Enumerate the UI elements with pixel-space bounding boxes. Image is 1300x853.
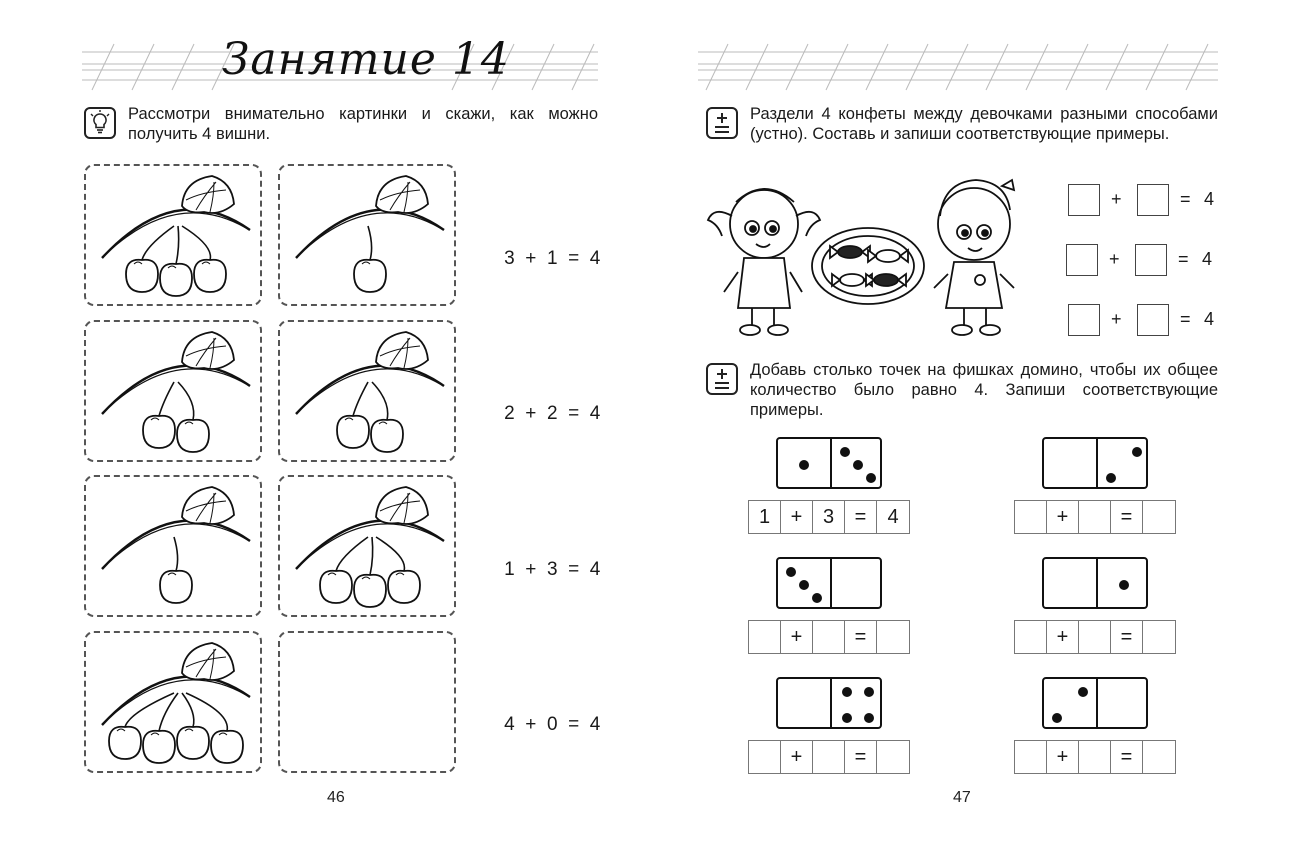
domino-pip	[864, 713, 874, 723]
sum-value: 4	[1204, 309, 1215, 329]
domino-divider	[1096, 439, 1098, 487]
domino-tile	[776, 557, 882, 609]
answer-cell[interactable]	[749, 621, 781, 653]
answer-cell[interactable]	[877, 741, 909, 773]
cherry-card	[278, 320, 456, 462]
eq-op: +	[525, 559, 537, 580]
domino-pip	[812, 593, 822, 603]
plus-sign: +	[1111, 309, 1122, 329]
girls-candy-illustration	[702, 176, 1042, 342]
cherry-branch-icon	[86, 477, 260, 615]
plus-sign: +	[1109, 249, 1120, 269]
answer-cell[interactable]	[813, 741, 845, 773]
equation-row-3	[483, 537, 600, 603]
answer-cell[interactable]	[1079, 621, 1111, 653]
task-text: Раздели 4 конфеты между девочками разными способами (устно). Составь и запиши соответствующие примеры.	[750, 105, 1218, 143]
domino-pip	[799, 460, 809, 470]
sum-value: 4	[1202, 249, 1213, 269]
plus-minus-icon	[706, 107, 738, 139]
task-cherries	[84, 104, 598, 144]
eq-result: 4	[589, 248, 601, 269]
right-page	[650, 0, 1300, 853]
girl-left-figure	[708, 189, 820, 335]
domino-pip	[1078, 687, 1088, 697]
domino-tile	[776, 437, 882, 489]
equation-strip	[748, 740, 910, 774]
equation-strip	[748, 620, 910, 654]
answer-cell[interactable]: 3	[813, 501, 845, 533]
cherry-branch-icon	[280, 322, 454, 460]
answer-cell[interactable]: 4	[887, 505, 899, 528]
domino-divider	[830, 559, 832, 607]
eq-b: 3	[546, 559, 558, 580]
eq-equals: =	[568, 714, 580, 735]
cherry-card	[84, 164, 262, 306]
plus-sign: +	[1111, 189, 1122, 209]
sum-value: 4	[1204, 189, 1215, 209]
lesson-title: Занятие 14	[222, 34, 510, 85]
eq-result: 4	[589, 403, 601, 424]
equation-row-1	[483, 226, 600, 292]
cherry-branch-icon	[86, 166, 260, 304]
domino-pip	[1132, 447, 1142, 457]
answer-box[interactable]	[1066, 244, 1098, 276]
domino-pip	[842, 713, 852, 723]
domino-pip	[1106, 473, 1116, 483]
answer-cell[interactable]	[877, 621, 909, 653]
plus-sign-cell: +	[1047, 741, 1079, 773]
cherry-branch-icon	[86, 322, 260, 460]
domino-divider	[830, 679, 832, 727]
domino-pip	[840, 447, 850, 457]
answer-cell[interactable]	[1143, 741, 1175, 773]
eq-a: 1	[504, 559, 515, 580]
answer-cell[interactable]	[1015, 621, 1047, 653]
domino-divider	[1096, 679, 1098, 727]
equals-sign-cell: =	[845, 501, 877, 533]
eq-a: 3	[504, 248, 515, 269]
candy-plate-figure	[812, 228, 924, 304]
domino-pip	[799, 580, 809, 590]
domino-pip	[1052, 713, 1062, 723]
eq-a: 4	[504, 714, 515, 735]
answer-cell[interactable]	[1143, 621, 1175, 653]
answer-box[interactable]	[1135, 244, 1167, 276]
cherry-branch-icon	[280, 166, 454, 304]
eq-equals: =	[568, 403, 580, 424]
task-dominoes	[706, 360, 1218, 420]
domino-pip	[1119, 580, 1129, 590]
domino-tile	[1042, 437, 1148, 489]
cherry-card	[84, 631, 262, 773]
equals-sign-cell: =	[845, 621, 877, 653]
task-text: Добавь столько точек на фишках домино, чтобы их общее количество было равно 4. Запиши соответствующие примеры.	[750, 361, 1218, 419]
equals-sign: =	[1180, 189, 1191, 209]
equals-sign: =	[1178, 249, 1189, 269]
equation-strip	[1014, 500, 1176, 534]
domino-pip	[853, 460, 863, 470]
plus-minus-icon	[706, 363, 738, 395]
equation-strip	[748, 500, 910, 534]
equation-strip	[1014, 740, 1176, 774]
plus-sign-cell: +	[1047, 501, 1079, 533]
eq-op: +	[525, 403, 537, 424]
equals-sign-cell: =	[1111, 741, 1143, 773]
domino-tile	[1042, 677, 1148, 729]
task-candies	[706, 104, 1218, 144]
domino-pip	[866, 473, 876, 483]
answer-box[interactable]	[1137, 304, 1169, 336]
answer-cell[interactable]	[1079, 501, 1111, 533]
page-number-right: 47	[953, 789, 971, 806]
equation-row-4	[483, 692, 600, 758]
domino-pip	[842, 687, 852, 697]
answer-box[interactable]	[1068, 184, 1100, 216]
handwriting-guide-lines	[698, 40, 1218, 96]
cherry-card	[84, 320, 262, 462]
page-number-left: 46	[327, 789, 345, 806]
equals-sign-cell: =	[1111, 501, 1143, 533]
domino-divider	[1096, 559, 1098, 607]
cherry-branch-icon	[86, 633, 260, 771]
empty-cherry-card	[278, 631, 456, 773]
cherry-card	[84, 475, 262, 617]
plus-sign-cell: +	[781, 741, 813, 773]
answer-cell[interactable]	[1079, 741, 1111, 773]
answer-cell[interactable]: 1	[749, 501, 781, 533]
domino-tile	[776, 677, 882, 729]
answer-box[interactable]	[1137, 184, 1169, 216]
domino-pip	[864, 687, 874, 697]
cherry-branch-icon	[280, 477, 454, 615]
eq-b: 2	[546, 403, 558, 424]
equation-row-2	[483, 381, 600, 447]
answer-cell[interactable]	[1015, 741, 1047, 773]
eq-equals: =	[568, 248, 580, 269]
eq-equals: =	[568, 559, 580, 580]
girl-right-figure	[934, 180, 1014, 335]
answer-cell[interactable]	[749, 741, 781, 773]
answer-cell[interactable]	[813, 621, 845, 653]
domino-pip	[786, 567, 796, 577]
plus-sign-cell: +	[1047, 621, 1079, 653]
plus-sign-cell: +	[781, 501, 813, 533]
domino-divider	[830, 439, 832, 487]
equals-sign: =	[1180, 309, 1191, 329]
lightbulb-icon	[84, 107, 116, 139]
domino-tile	[1042, 557, 1148, 609]
answer-cell[interactable]	[1143, 501, 1175, 533]
answer-cell[interactable]	[1015, 501, 1047, 533]
eq-b: 1	[546, 248, 558, 269]
cherry-card	[278, 164, 456, 306]
cherry-card	[278, 475, 456, 617]
plus-sign-cell: +	[781, 621, 813, 653]
task-text: Рассмотри внимательно картинки и скажи, как можно получить 4 вишни.	[128, 105, 598, 143]
eq-a: 2	[504, 403, 515, 424]
eq-op: +	[525, 248, 537, 269]
answer-box[interactable]	[1068, 304, 1100, 336]
equals-sign-cell: =	[1111, 621, 1143, 653]
eq-b: 0	[546, 714, 558, 735]
eq-result: 4	[589, 559, 601, 580]
eq-result: 4	[589, 714, 601, 735]
eq-op: +	[525, 714, 537, 735]
equals-sign-cell: =	[845, 741, 877, 773]
equation-strip	[1014, 620, 1176, 654]
